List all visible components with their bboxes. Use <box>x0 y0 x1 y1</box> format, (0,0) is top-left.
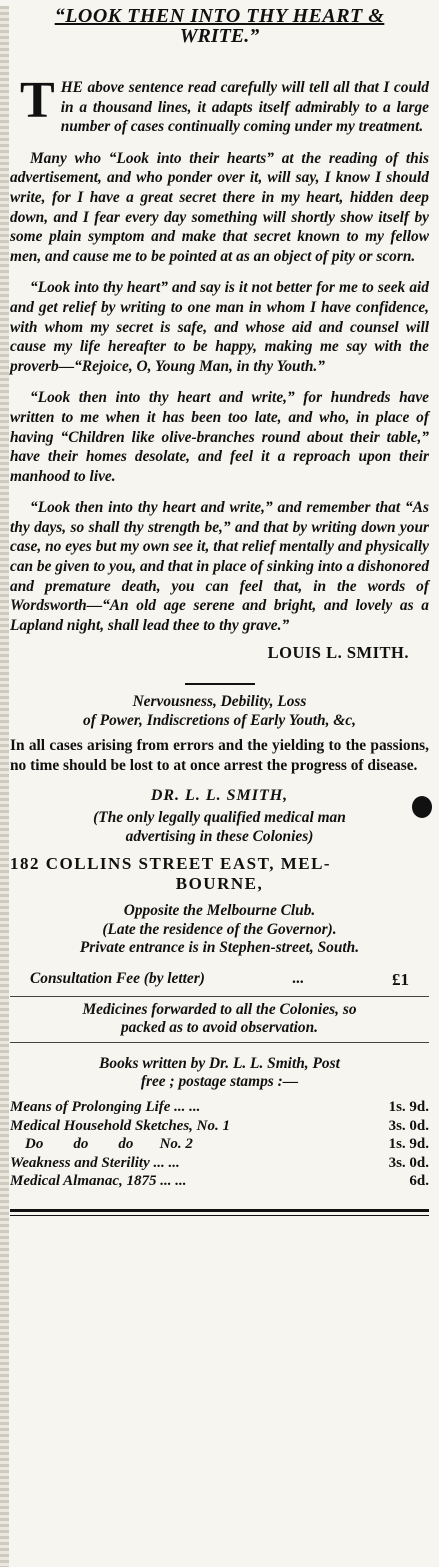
book-row <box>10 1135 429 1154</box>
consultation-fee <box>30 970 409 990</box>
book-row <box>10 1117 429 1136</box>
body-roman: In all cases arising from errors and the yielding to the passions, no time should be lost to at once arrest the progress of disease. <box>10 737 429 774</box>
private-entrance: Private entrance is in Stephen-street, South. <box>79 939 360 957</box>
book-title: Means of Prolonging Life ... ... <box>10 1098 201 1115</box>
address-line2: BOURNE, <box>175 874 264 894</box>
fee-label: Consultation Fee (by letter) <box>30 969 205 987</box>
book-title: Medical Almanac, 1875 ... ... <box>10 1173 187 1190</box>
signature: LOUIS L. SMITH. <box>267 643 409 663</box>
headline-line1: “LOOK THEN INTO THY HEART & <box>54 5 385 27</box>
qualified-line2: advertising in these Colonies) <box>125 827 314 845</box>
paragraph-3: “Look into thy heart” and say is it not better for me to seek aid and get relief by writing to one man in whom I have confidence, with whom my secret is safe, and whose aid and counsel will cause my life hereafter to be happy, making me say with the proverb—“Rejoice, O, Young Man, in thy Youth.” <box>10 279 429 375</box>
opposite-club: Opposite the Melbourne Club. <box>123 902 316 920</box>
page-edge <box>0 6 9 1567</box>
medicines-line2: packed as to avoid observation. <box>120 1019 319 1037</box>
book-price: 3s. 0d. <box>388 1117 429 1134</box>
medicines-line1: Medicines forwarded to all the Colonies, so <box>82 1000 357 1018</box>
book-title: Medical Household Sketches, No. 1 <box>10 1117 230 1134</box>
book-price: 3s. 0d. <box>388 1154 429 1171</box>
headline-line2: WRITE.” <box>179 25 260 47</box>
book-title: Do do do No. 2 <box>10 1136 193 1153</box>
books-list <box>10 1098 429 1191</box>
book-price: 1s. 9d. <box>388 1136 429 1153</box>
books-line2: free ; postage stamps :— <box>140 1073 299 1091</box>
fee-rule <box>10 996 429 997</box>
book-price: 1s. 9d. <box>388 1098 429 1115</box>
book-title: Weakness and Sterility ... ... <box>10 1154 180 1171</box>
paragraph-5: “Look then into thy heart and write,” and remember that “As thy days, so shall thy strength be,” and that by writing down your case, no eyes but my own see it, that relief mentally and physically can be given to you, and that in place of sinking into a dishonored and premature death, you can feel that, in the words of Wordsworth—“An old age serene and bright, and lovely as a Lapland night, shall lead thee to thy grave.” <box>10 499 430 634</box>
dropcap: T <box>20 72 55 129</box>
address-line1: 182 COLLINS STREET EAST, MEL- <box>10 854 332 874</box>
medicines-rule <box>10 1042 429 1043</box>
book-price: 6d. <box>409 1173 429 1190</box>
advertisement-column <box>0 6 439 1567</box>
books-section <box>10 1055 429 1191</box>
paragraph-intro-text: HE above sentence read carefully will tell all that I could in a thousand lines, it adapts itself admirably to a large number of cases continually coming under my treatment. <box>60 79 429 136</box>
ink-blot <box>412 796 432 818</box>
paragraph-2: Many who “Look into their hearts” at the reading of this advertisement, and who ponder over it, will say, I know I should write, for I have a great secret there in my heart, hidden deep down, and I fear every day something will shortly show itself by some plain symptom and make that secret known to my fellow men, and cause me to be pointed at as an object of pity or scorn. <box>10 149 429 265</box>
book-row <box>10 1172 429 1191</box>
qualified-line1: (The only legally qualified medical man <box>93 809 346 827</box>
doctor-name: DR. L. L. SMITH, <box>150 787 289 805</box>
books-line1: Books written by Dr. L. L. Smith, Post <box>99 1054 340 1072</box>
subhead-line1: Nervousness, Debility, Loss <box>132 693 307 711</box>
paragraph-intro <box>10 72 429 137</box>
book-row <box>10 1098 429 1117</box>
book-row <box>10 1154 429 1173</box>
paragraph-4: “Look then into thy heart and write,” for hundreds have written to me when it has been too late, and who, in place of having “Children like olive-branches round about their table,” have their homes desolate, and feel it a reproach upon their manhood to live. <box>10 389 429 485</box>
bottom-rule-thick <box>10 1209 429 1212</box>
divider <box>185 683 255 685</box>
fee-dots: ... <box>292 969 305 987</box>
residence-note: (Late the residence of the Governor). <box>102 920 337 938</box>
subhead-line2: of Power, Indiscretions of Early Youth, &c, <box>83 711 356 729</box>
bottom-rule-thin <box>10 1215 429 1216</box>
fee-amount: £1 <box>392 969 409 989</box>
